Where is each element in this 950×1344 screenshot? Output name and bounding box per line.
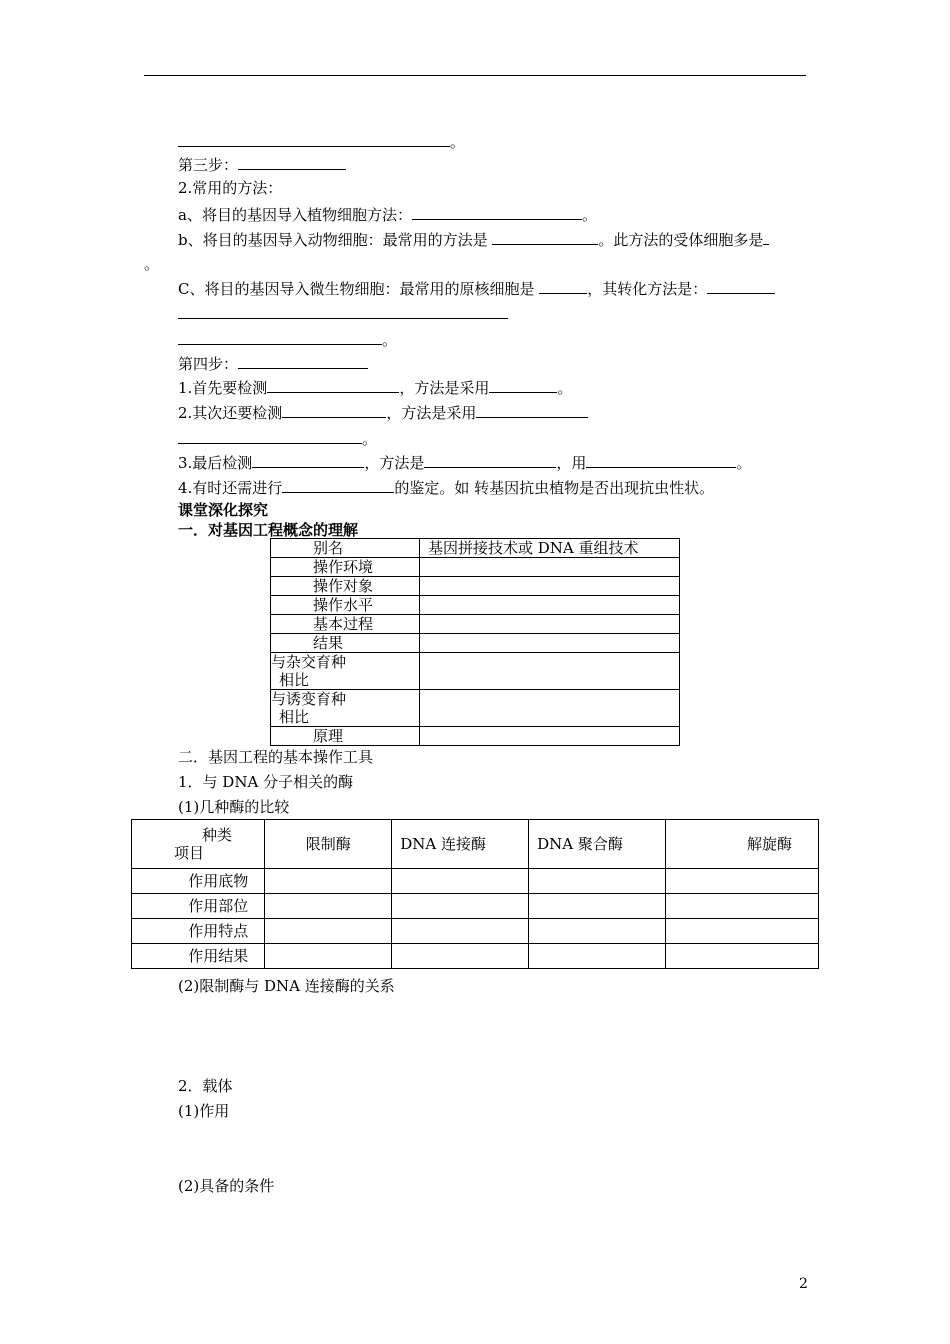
table-cell[interactable] bbox=[420, 615, 680, 634]
sub-title-2: 二．基因工程的基本操作工具 bbox=[178, 748, 374, 766]
table-cell[interactable] bbox=[665, 944, 818, 969]
row-header: 作用结果 bbox=[132, 944, 265, 969]
table-cell[interactable] bbox=[529, 944, 666, 969]
column-header: 限制酶 bbox=[265, 820, 392, 869]
blank[interactable] bbox=[489, 376, 557, 393]
relation-heading: (2)限制酶与 DNA 连接酶的关系 bbox=[178, 977, 395, 995]
table-cell[interactable] bbox=[420, 653, 680, 690]
blank[interactable] bbox=[476, 401, 588, 418]
table-row bbox=[271, 577, 680, 596]
table-cell: 与诱变育种 相比 bbox=[271, 690, 420, 727]
concept-table bbox=[270, 538, 680, 746]
method-c: C、将目的基因导入微生物细胞：最常用的原核细胞是 ，其转化方法是： bbox=[178, 277, 775, 299]
table-cell[interactable] bbox=[665, 894, 818, 919]
blank[interactable] bbox=[178, 328, 382, 345]
blank[interactable] bbox=[178, 130, 450, 147]
role-heading: (1)作用 bbox=[178, 1102, 230, 1120]
compare-heading: (1)几种酶的比较 bbox=[178, 798, 290, 816]
method-c-end: 。 bbox=[178, 328, 397, 350]
table-cell: 操作对象 bbox=[271, 577, 420, 596]
table-cell[interactable] bbox=[265, 894, 392, 919]
line-blank-end: 。 bbox=[178, 130, 465, 152]
conditions-heading: (2)具备的条件 bbox=[178, 1177, 275, 1195]
page-number: 2 bbox=[799, 1276, 808, 1292]
table-cell: 与杂交育种 相比 bbox=[271, 653, 420, 690]
table-cell: 结果 bbox=[271, 634, 420, 653]
blank[interactable] bbox=[238, 153, 346, 170]
blank[interactable] bbox=[707, 277, 775, 294]
table-cell: 别名 bbox=[271, 539, 420, 558]
table-cell: 原理 bbox=[271, 727, 420, 746]
column-header: DNA 聚合酶 bbox=[529, 820, 666, 869]
table-cell: 操作环境 bbox=[271, 558, 420, 577]
table-cell[interactable] bbox=[265, 919, 392, 944]
step3-line: 第三步： bbox=[178, 153, 346, 175]
blank[interactable] bbox=[424, 451, 556, 468]
table-cell: 操作水平 bbox=[271, 596, 420, 615]
table-row bbox=[271, 690, 680, 727]
method-b-end: 。 bbox=[144, 255, 160, 273]
blank[interactable] bbox=[412, 203, 582, 220]
table-row bbox=[132, 919, 819, 944]
table-cell[interactable] bbox=[392, 869, 529, 894]
enzyme-table bbox=[131, 819, 819, 969]
table-cell[interactable] bbox=[392, 919, 529, 944]
table-cell[interactable] bbox=[420, 634, 680, 653]
blank[interactable] bbox=[252, 451, 364, 468]
row-header: 作用底物 bbox=[132, 869, 265, 894]
table-cell[interactable] bbox=[420, 577, 680, 596]
table-row bbox=[132, 869, 819, 894]
blank[interactable] bbox=[586, 451, 736, 468]
method-c-blank bbox=[178, 302, 508, 324]
sub-title-1: 一．对基因工程概念的理解 bbox=[178, 521, 359, 539]
row-header: 作用特点 bbox=[132, 919, 265, 944]
table-cell[interactable] bbox=[265, 944, 392, 969]
detect-1: 1.首先要检测 ，方法是采用 。 bbox=[178, 376, 572, 398]
table-cell[interactable] bbox=[420, 690, 680, 727]
table-row bbox=[271, 558, 680, 577]
table-cell[interactable] bbox=[420, 596, 680, 615]
table-cell: 基本过程 bbox=[271, 615, 420, 634]
blank[interactable] bbox=[763, 228, 769, 245]
table-cell[interactable] bbox=[665, 869, 818, 894]
blank[interactable] bbox=[238, 352, 368, 369]
table-cell[interactable] bbox=[392, 944, 529, 969]
blank[interactable] bbox=[178, 427, 362, 444]
enzymes-heading: 1．与 DNA 分子相关的酶 bbox=[178, 773, 354, 791]
table-cell[interactable] bbox=[529, 869, 666, 894]
methods-heading: 2.常用的方法： bbox=[178, 179, 283, 197]
table-cell[interactable] bbox=[529, 894, 666, 919]
blank[interactable] bbox=[178, 302, 508, 319]
blank[interactable] bbox=[282, 476, 394, 493]
row-header: 作用部位 bbox=[132, 894, 265, 919]
blank[interactable] bbox=[267, 376, 399, 393]
table-cell: 基因拼接技术或 DNA 重组技术 bbox=[420, 539, 680, 558]
detect-4: 4.有时还需进行 的鉴定。如 转基因抗虫植物是否出现抗虫性状。 bbox=[178, 476, 714, 498]
table-cell[interactable] bbox=[529, 919, 666, 944]
table-cell[interactable] bbox=[420, 727, 680, 746]
table-row bbox=[132, 944, 819, 969]
blank[interactable] bbox=[539, 277, 587, 294]
blank[interactable] bbox=[282, 401, 386, 418]
table-row bbox=[271, 653, 680, 690]
vector-heading: 2．载体 bbox=[178, 1077, 233, 1095]
table-corner: 种类 项目 bbox=[132, 820, 265, 869]
table-row bbox=[271, 634, 680, 653]
detect-2-end: 。 bbox=[178, 427, 377, 449]
section-title: 课堂深化探究 bbox=[178, 501, 269, 519]
table-row bbox=[271, 727, 680, 746]
detect-3: 3.最后检测 ，方法是 ，用 。 bbox=[178, 451, 751, 473]
step4-line: 第四步： bbox=[178, 352, 368, 374]
blank[interactable] bbox=[492, 228, 598, 245]
table-row bbox=[271, 596, 680, 615]
table-row bbox=[271, 615, 680, 634]
method-b: b、将目的基因导入动物细胞：最常用的方法是 。此方法的受体细胞多是 bbox=[178, 228, 769, 250]
detect-2: 2.其次还要检测 ，方法是采用 bbox=[178, 401, 588, 423]
table-cell[interactable] bbox=[665, 919, 818, 944]
column-header: 解旋酶 bbox=[665, 820, 818, 869]
method-a: a、将目的基因导入植物细胞方法： 。 bbox=[178, 203, 597, 225]
table-row bbox=[132, 894, 819, 919]
table-cell[interactable] bbox=[420, 558, 680, 577]
table-cell[interactable] bbox=[392, 894, 529, 919]
column-header: DNA 连接酶 bbox=[392, 820, 529, 869]
table-cell[interactable] bbox=[265, 869, 392, 894]
header-rule bbox=[144, 75, 806, 76]
